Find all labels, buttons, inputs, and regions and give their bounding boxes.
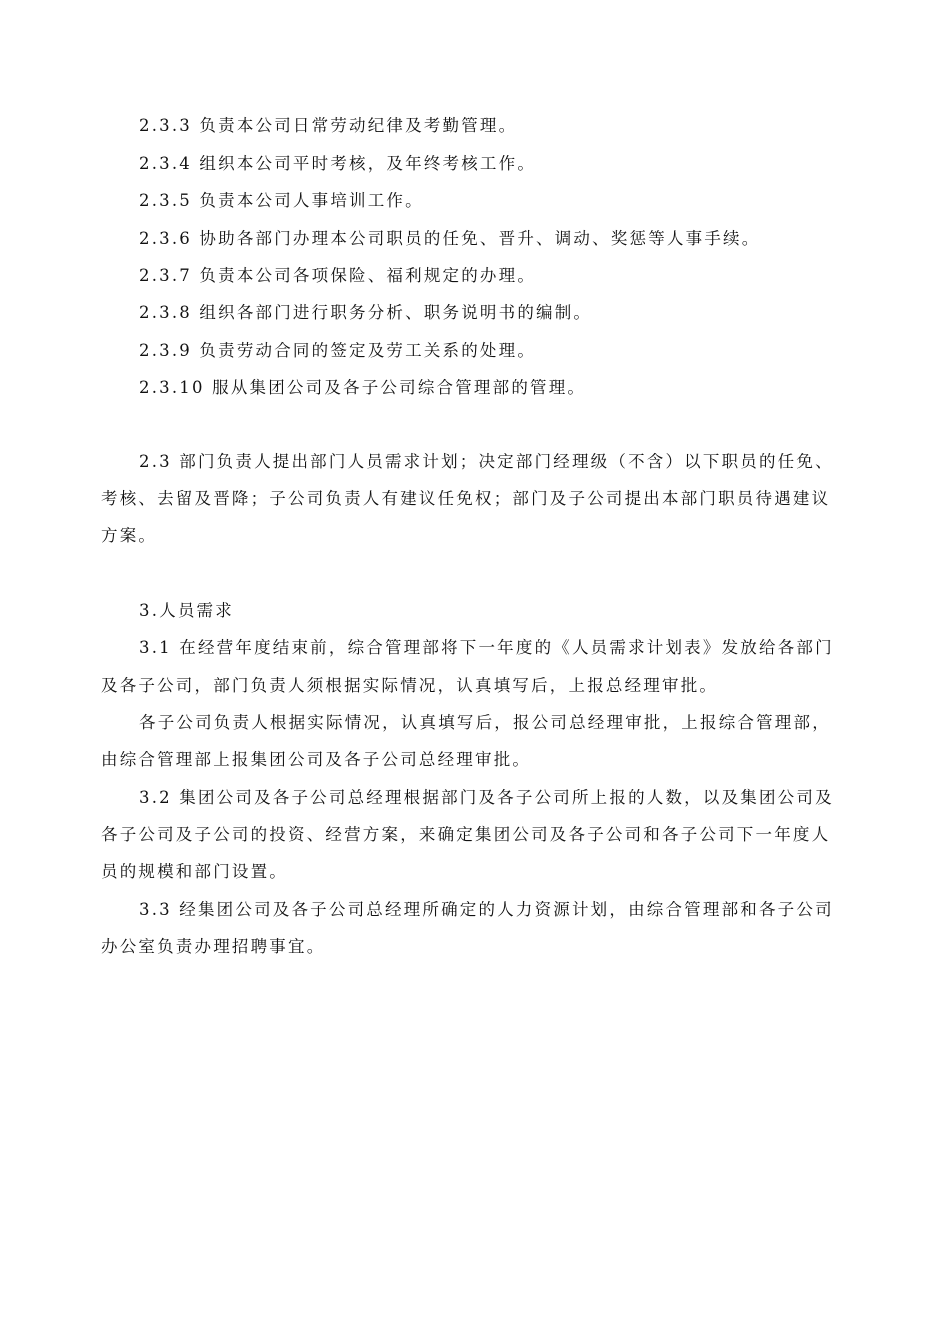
paragraph-2-3-line-1: 2.3 部门负责人提出部门人员需求计划；决定部门经理级（不含）以下职员的任免、 xyxy=(139,452,834,471)
paragraph-subsidiary-line-1: 各子公司负责人根据实际情况，认真填写后，报公司总经理审批，上报综合管理部， xyxy=(139,713,831,732)
list-item-2-3-8: 2.3.8 组织各部门进行职务分析、职务说明书的编制。 xyxy=(139,303,593,322)
list-item-2-3-5: 2.3.5 负责本公司人事培训工作。 xyxy=(139,191,424,210)
list-item-2-3-9: 2.3.9 负责劳动合同的签定及劳工关系的处理。 xyxy=(139,341,537,360)
list-item-2-3-3: 2.3.3 负责本公司日常劳动纪律及考勤管理。 xyxy=(139,116,518,135)
section-3-heading: 3.人员需求 xyxy=(139,601,234,620)
list-item-2-3-10: 2.3.10 服从集团公司及各子公司综合管理部的管理。 xyxy=(139,378,587,397)
paragraph-2-3-line-3: 方案。 xyxy=(101,526,158,545)
list-item-2-3-7: 2.3.7 负责本公司各项保险、福利规定的办理。 xyxy=(139,266,537,285)
paragraph-3-1-line-1: 3.1 在经营年度结束前，综合管理部将下一年度的《人员需求计划表》发放给各部门 xyxy=(139,638,834,657)
paragraph-3-1-line-2: 及各子公司，部门负责人须根据实际情况，认真填写后，上报总经理审批。 xyxy=(101,676,719,695)
paragraph-3-2-line-3: 员的规模和部门设置。 xyxy=(101,862,288,881)
paragraph-3-3-line-2: 办公室负责办理招聘事宜。 xyxy=(101,937,326,956)
paragraph-subsidiary-line-2: 由综合管理部上报集团公司及各子公司总经理审批。 xyxy=(101,750,532,769)
paragraph-2-3-line-2: 考核、去留及晋降；子公司负责人有建议任免权；部门及子公司提出本部门职员待遇建议 xyxy=(101,489,831,508)
paragraph-3-2-line-2: 各子公司及子公司的投资、经营方案，来确定集团公司及各子公司和各子公司下一年度人 xyxy=(101,825,831,844)
list-item-2-3-6: 2.3.6 协助各部门办理本公司职员的任免、晋升、调动、奖惩等人事手续。 xyxy=(139,229,761,248)
list-item-2-3-4: 2.3.4 组织本公司平时考核，及年终考核工作。 xyxy=(139,154,537,173)
paragraph-3-2-line-1: 3.2 集团公司及各子公司总经理根据部门及各子公司所上报的人数，以及集团公司及 xyxy=(139,788,834,807)
paragraph-3-3-line-1: 3.3 经集团公司及各子公司总经理所确定的人力资源计划，由综合管理部和各子公司 xyxy=(139,900,834,919)
